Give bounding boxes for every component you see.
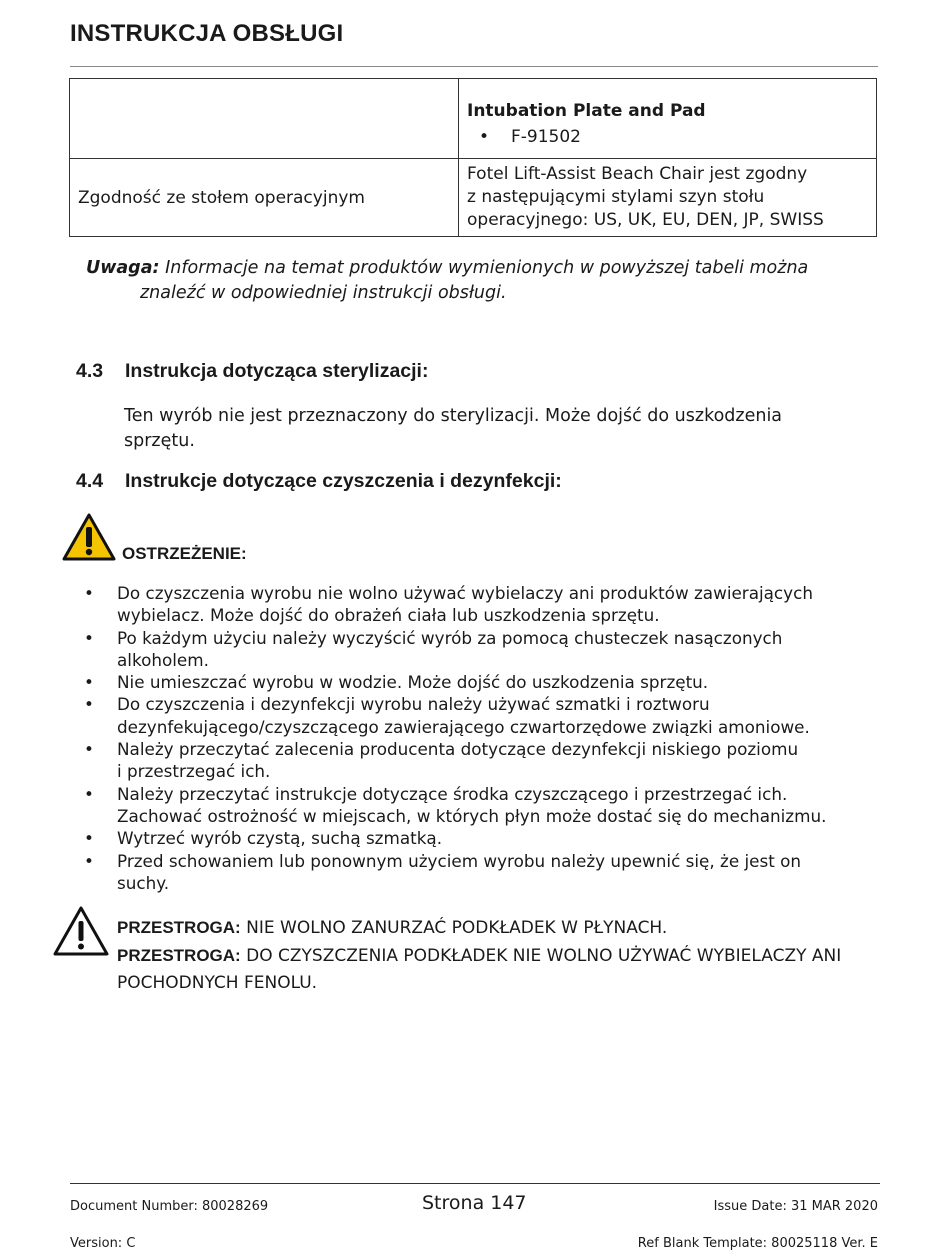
list-text: Przed schowaniem lub ponownym użyciem wyrobu należy upewnić się, że jest on (117, 850, 802, 871)
table-cell (459, 79, 877, 159)
caution-line (117, 942, 887, 970)
list-item: • Wytrzeć wyrób czystą, suchą szmatką. (84, 828, 443, 849)
caution-line (117, 914, 887, 942)
list-item: • Przed schowaniem lub ponownym użyciem wyrobu należy upewnić się, że jest on suchy. (84, 850, 802, 893)
section-title: Instrukcje dotyczące czyszczenia i dezynfekcji: (125, 470, 562, 492)
list-text: Do czyszczenia wyrobu nie wolno używać wybielaczy ani produktów zawierających (117, 583, 813, 603)
warning-icon (61, 512, 117, 566)
footer-page-number: Strona 147 (422, 1192, 527, 1214)
compatibility-table (69, 78, 877, 237)
list-text: suchy. (117, 872, 170, 893)
intubation-plate-title: Intubation Plate and Pad (467, 101, 706, 121)
note-label: Uwaga: (86, 258, 160, 278)
sterilization-text (124, 404, 854, 454)
list-text: Do czyszczenia i dezynfekcji wyrobu należy używać szmatki i roztworu (117, 694, 710, 715)
list-text: i przestrzegać ich. (117, 761, 271, 782)
section-heading (76, 470, 562, 493)
compat-line: z następującymi stylami szyn stołu (467, 187, 765, 207)
caution-block (117, 914, 887, 997)
table-cell (459, 159, 877, 237)
header-divider (70, 66, 878, 67)
list-text: wybielacz. Może dojść do obrażeń ciała lub uszkodzenia sprzętu. (117, 605, 660, 626)
note-text: znaleźć w odpowiedniej instrukcji obsługi. (140, 283, 507, 303)
footer-doc-number: Document Number: 80028269 (70, 1199, 269, 1214)
list-item: • Po każdym użyciu należy wyczyścić wyrób za pomocą chusteczek nasączonych alkoholem. (84, 627, 783, 670)
compat-line: Fotel Lift-Assist Beach Chair jest zgodny (467, 164, 808, 184)
caution-text: DO CZYSZCZENIA PODKŁADEK NIE WOLNO UŻYWAĆ WYBIELACZY ANI (246, 946, 842, 966)
table-row (70, 79, 877, 159)
list-text: Należy przeczytać instrukcje dotyczące środka czyszczącego i przestrzegać ich. (117, 783, 788, 804)
page-header-title: INSTRUKCJA OBSŁUGI (70, 20, 344, 47)
footer-divider (70, 1183, 880, 1184)
part-number: F-91502 (511, 127, 581, 147)
section-number: 4.4 (76, 470, 104, 492)
compat-line: operacyjnego: US, UK, EU, DEN, JP, SWISS (467, 210, 824, 230)
table-cell-label: Zgodność ze stołem operacyjnym (70, 159, 459, 237)
note-paragraph (86, 256, 876, 306)
list-item: • Należy przeczytać instrukcje dotyczące środka czyszczącego i przestrzegać ich. Zachować ostrożność w miejscach, w których płyn może dostać się do mechanizmu. (84, 783, 827, 826)
note-text: Informacje na temat produktów wymienionych w powyższej tabeli można (165, 258, 809, 278)
text-line: sprzętu. (124, 431, 195, 451)
section-title: Instrukcja dotycząca sterylizacji: (125, 360, 429, 382)
caution-text: NIE WOLNO ZANURZAĆ PODKŁADEK W PŁYNACH. (246, 918, 668, 938)
section-heading (76, 360, 428, 383)
footer-issue-date: Issue Date: 31 MAR 2020 (713, 1199, 878, 1214)
caution-text: POCHODNYCH FENOLU. (117, 973, 318, 993)
list-text: Zachować ostrożność w miejscach, w których płyn może dostać się do mechanizmu. (117, 805, 827, 826)
list-item (479, 127, 868, 147)
list-text: Po każdym użyciu należy wyczyścić wyrób za pomocą chusteczek nasączonych (117, 627, 783, 648)
list-item: • Należy przeczytać zalecenia producenta dotyczące dezynfekcji niskiego poziomu i przestrzegać ich. (84, 739, 799, 782)
list-text: Nie umieszczać wyrobu w wodzie. Może dojść do uszkodzenia sprzętu. (117, 672, 709, 693)
bullet-dot: • (479, 127, 490, 147)
text-line: Ten wyrób nie jest przeznaczony do sterylizacji. Może dojść do uszkodzenia (124, 406, 783, 426)
list-text: dezynfekującego/czyszczącego zawierającego czwartorzędowe związki amoniowe. (117, 716, 810, 737)
list-item: • Do czyszczenia wyrobu nie wolno używać wybielaczy ani produktów zawierających wybielacz. Może dojść do obrażeń ciała lub uszkodzenia sprzętu. (84, 583, 813, 626)
footer-template: Ref Blank Template: 80025118 Ver. E (637, 1236, 878, 1251)
footer-version: Version: C (70, 1236, 136, 1251)
caution-icon (52, 905, 110, 961)
list-text: alkoholem. (117, 649, 209, 670)
list-text: Należy przeczytać zalecenia producenta dotyczące dezynfekcji niskiego poziomu (117, 739, 799, 760)
table-row (70, 159, 877, 237)
list-item: • Do czyszczenia i dezynfekcji wyrobu należy używać szmatki i roztworu dezynfekującego/czyszczącego zawierającego czwartorzędowe związki amoniowe. (84, 694, 810, 737)
table-cell-empty (70, 79, 459, 159)
warning-label: OSTRZEŻENIE: (122, 544, 247, 563)
list-text: Wytrzeć wyrób czystą, suchą szmatką. (117, 828, 443, 849)
section-number: 4.3 (76, 360, 104, 382)
list-item: • Nie umieszczać wyrobu w wodzie. Może dojść do uszkodzenia sprzętu. (84, 672, 709, 693)
caution-label: PRZESTROGA: (117, 918, 241, 937)
cleaning-instructions-list (78, 582, 878, 894)
caution-label: PRZESTROGA: (117, 946, 241, 965)
